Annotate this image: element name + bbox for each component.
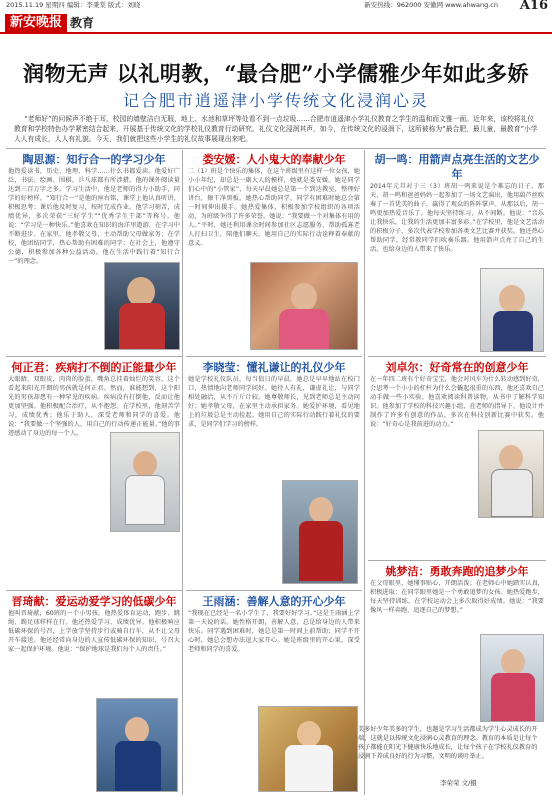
brand-logo: 新安晚报 (5, 14, 67, 32)
student-photo (282, 480, 358, 584)
date-editor-line: 2015.11.19 星期四 编辑：李秉棠 版式：刘晓 (6, 1, 141, 9)
masthead-bar (0, 0, 552, 11)
divider (368, 560, 546, 561)
story-body: 在一年四二班有个好奇宝宝，他会对风车为什么转动感到好奇，会思考一个小小的杠杆为什么会撬起很重的东西，他还喜欢自己动手做一些小实验。他喜欢阅读科普读物，从书中了解科学知识。他参加了学校的科技兴趣小组，在老师的指导下，他设计并制作了许多有创意的作品，多次在科技创新比赛中获奖。他说：“好奇心是我前进的动力。” (370, 376, 544, 428)
student-photo (96, 698, 178, 792)
divider (186, 356, 362, 357)
story-title: 娄安媛：人小鬼大的奉献少年 (202, 153, 346, 166)
story-body: 她是学校礼仪队员，每当值日的早晨，她总是早早地站在校门口，热情地向老师同学问好。她待人有礼，谦虚礼让，与同学相处融洽，从不斤斤计较。她尊敬师长，见到老师总是主动问好；她孝敬父母，在家里主动承担家务。她爱护环境，看见地上的垃圾总是主动捡起。她用自己的实际行动践行着礼仪的要求，是同学们学习的榜样。 (188, 376, 360, 428)
divider (6, 356, 182, 357)
divider (368, 356, 546, 357)
student-photo (250, 262, 358, 350)
story-title: 胡一鸣：用箭声点亮生活的文艺少年 (374, 153, 540, 181)
story-body: 2014年元旦对于三（3）班胡一鸣来说是个难忘的日子。那天，胡一鸣和爸爸妈妈一起参加了一场文艺演出，他用葫芦丝吹奏了一首优美的曲子，赢得了观众的阵阵掌声。从那以后，胡一鸣更加热爱音乐了。他每天坚持练习，从不间断。他说：“音乐让我快乐，让我的生活更加丰富多彩。”在学校里，他是文艺活动的积极分子，多次代表学校参加各类文艺比赛并获奖。他还热心帮助同学，经常教同学们吹奏乐器。他用箭声点亮了自己的生活，也给身边的人带来了快乐。 (370, 183, 544, 253)
story-title: 刘卓尔：好奇常在的创意少年 (385, 361, 529, 374)
story-body: 他热爱读书，历史、地理、科学……什么书都爱读。他爱好广泛，书法、绘画、围棋、乒乓球都有所涉猎。他的课外阅读量达到三百万字之多。学习生活中，他是老师的得力小助手，同学的好榜样。“知行合一”是他的座右铭，课堂上他认真听讲，积极思考；课后他及时复习，按时完成作业。他学习刻苦，成绩优异，多次荣获“三好学生”“优秀学生干部”等称号。他说：“学习是一种快乐。”他喜欢在知识的海洋里遨游，在学习中不断进步。在家里，他孝敬父母，主动帮助父母做家务；在学校，他团结同学，热心帮助有困难的同学；在社会上，他遵守公德，积极参加各种公益活动。他在生活中践行着“知行合一”的理念。 (8, 168, 180, 265)
byline: 李荣荣 文/摄 (440, 779, 477, 787)
story-body: 二（1）班是个快乐的集体，在这个班级里有这样一位女孩，她小小年纪，却总是一副大人的模样，她就是娄安媛。她是同学们心中的“小管家”，每天早晨她总是第一个到达教室，整理好讲台，擦干净黑板。她热心帮助同学，同学有困难时她总会第一时间伸出援手。她热爱集体，积极参加学校组织的各项活动，为班级争得了许多荣誉。她说：“我要做一个对集体有用的人。”平时，她还利用课余时间参加社区志愿服务，帮助孤寡老人打扫卫生，陪他们聊天。她用自己的实际行动诠释着奉献的意义。 (188, 168, 360, 247)
divider (182, 150, 183, 795)
story-body: “我现在已经是一名小学生了，我要好好学习。”这是王雨涵上学第一天说的话。她性格开朗，善解人意，总是给身边的人带来快乐。同学遇到困难时，她总是第一时间上前帮助；同学不开心时，她总会想办法逗大家开心。她是班级里的开心果，深受老师和同学的喜爱。 (188, 610, 360, 653)
story-title: 晋琦献：爱运动爱学习的低碳少年 (11, 595, 177, 608)
story-title: 陶思源：知行合一的学习少年 (22, 153, 166, 166)
student-photo (480, 634, 544, 722)
divider (6, 148, 546, 149)
divider (6, 590, 182, 591)
hotline-line: 新安热线：962000 安徽网 www.ahwang.cn (364, 1, 498, 9)
story-body: 在父母眼里，她懂事贴心，开朗活泼；在老师心中她踏实认真，积极进取；在同学眼里她是一个勇敢追梦的女孩。她热爱跑步，每天坚持训练，在学校运动会上多次取得好成绩。她说：“我要像风一样奔跑，追逐自己的梦想。” (370, 580, 544, 614)
student-photo (478, 430, 544, 518)
headline: 润物无声 以礼明教，“最合肥”小学儒雅少年如此多娇 (23, 61, 529, 86)
student-photo (258, 706, 358, 792)
story-title: 何正君：疾病打不倒的正能量少年 (11, 361, 177, 374)
story-title: 王雨涵：善解人意的开心少年 (202, 595, 346, 608)
closing-note: 美多好少年美多的学生，也题是学习生活都成为学生心灵成长的开端，这就是以传统文化浸润心灵教育的理念。教育的本质是让每个孩子都能在阳光下健康快乐地成长，让每个孩子在学校礼仪教育的浸润下养成良好的行为习惯，文明的谈吐举止。 (358, 726, 538, 760)
student-photo (480, 268, 544, 352)
brand-row (0, 12, 552, 34)
story-title: 姚梦洁：勇敢奔跑的追梦少年 (385, 565, 529, 578)
story-title: 李晓莹：懂礼谦让的礼仪少年 (202, 361, 346, 374)
story-body: 他叫晋琦献，60班的一个小男孩，他热爱体育运动，跑步、跳绳、踢足球样样在行。他还热爱学习，成绩优异。他积极响应低碳环保的号召，上学放学坚持步行或骑自行车，从不让父母开车接送。他还经常向身边的人宣传低碳环保的知识，号召大家一起保护环境。他说：“保护地球是我们每个人的责任。” (8, 610, 180, 653)
page-number: A16 (519, 0, 548, 13)
student-photo (110, 432, 180, 532)
student-photo (104, 262, 180, 350)
divider (364, 150, 365, 795)
section-label: 教育 (70, 16, 95, 30)
subhead: 记合肥市逍遥津小学传统文化浸润心灵 (122, 91, 429, 110)
story-body: 大眼睛，双眼皮，肉肉的脸蛋，嘴角总挂着灿烂的笑容，这个看起来阳光开朗的男孩就是何正君。然而，谁能想到，这个阳光的男孩却患有一种罕见的疾病。疾病没有打倒他，反而让他更加坚强。他积极配合治疗，从不抱怨。在学校里，他刻苦学习，成绩优秀；他乐于助人，深受老师和同学的喜爱。他说：“我要做一个坚强的人，用自己的行动传递正能量。”他的事迹感动了身边的每一个人。 (8, 376, 180, 437)
divider (186, 590, 362, 591)
lead-paragraph: “老师好”的问候声不绝于耳，校园的墙壁洁白无瑕，地上、水池和草坪等处看不到一点垃圾……合肥市逍遥津小学礼仪教育之学生的温和而文雅一面。近年来，该校将礼仪教育和学校特色办学紧密结合起来，开展基于传统文化的学校礼仪教育行动研究。礼仪文化浸润其声，如今，在传统文化的浸润下，这所被称为“最合肥，最儿童，最教育”小学人人有成长，人人有礼貌。今天，我们就把这些小学生的礼仪故事展现出来吧。 (14, 115, 538, 143)
